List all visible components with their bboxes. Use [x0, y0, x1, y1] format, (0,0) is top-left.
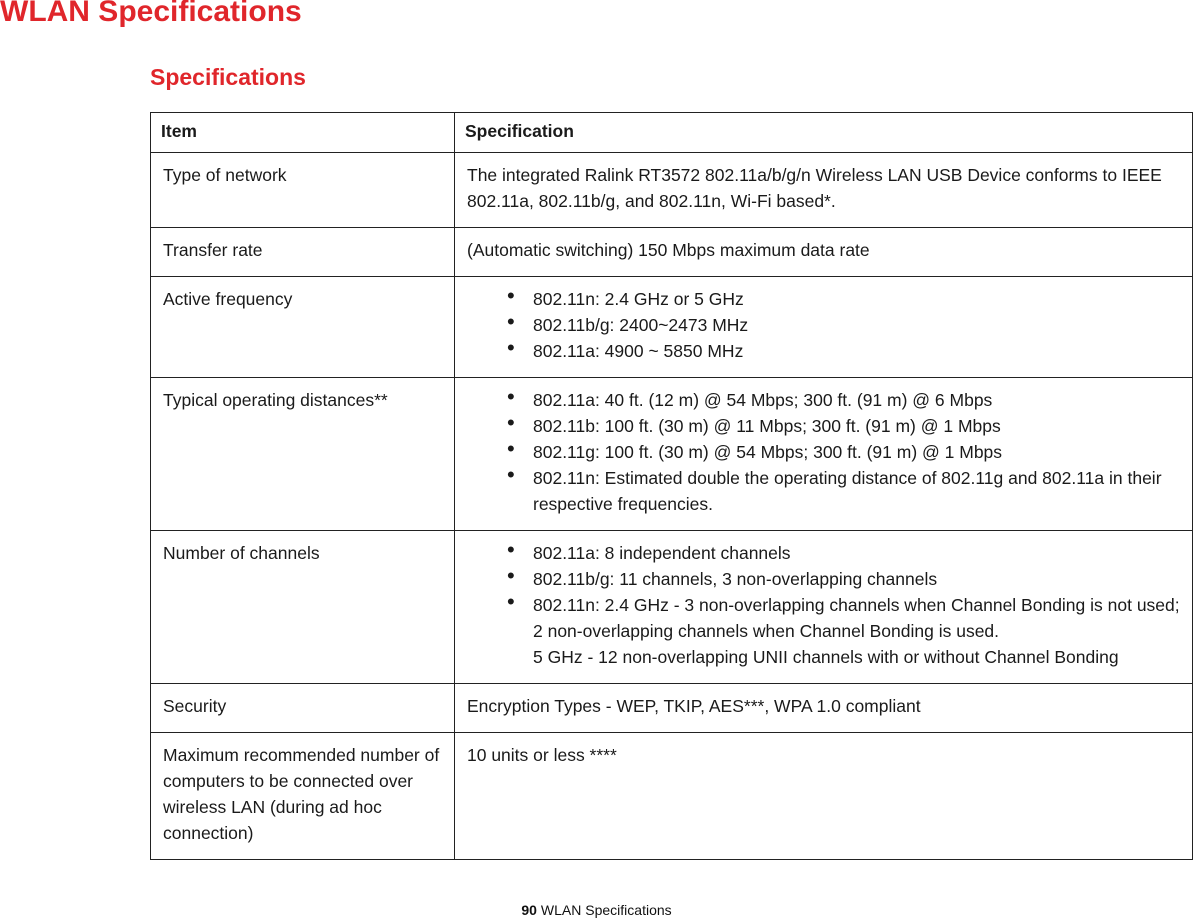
bullet-list	[467, 540, 1180, 670]
item-type-of-network: Type of network	[151, 153, 455, 228]
section-title: Specifications	[150, 64, 306, 90]
spec-operating-distances	[455, 378, 1193, 531]
table-row	[151, 531, 1193, 684]
page-title: WLAN Specifications	[0, 0, 302, 28]
list-item: • 802.11b/g: 11 channels, 3 non-overlapping channels	[467, 566, 1180, 592]
bullet-text: • 802.11n: 2.4 GHz - 3 non-overlapping channels when Channel Bonding is not used; 2 non-overlapping channels when Channel Bonding is used.	[533, 595, 1180, 641]
page-number: 90	[521, 902, 537, 918]
bullet-continuation: 5 GHz - 12 non-overlapping UNII channels with or without Channel Bonding	[533, 647, 1119, 667]
list-item: • 802.11b/g: 2400~2473 MHz	[467, 312, 1180, 338]
item-security: Security	[151, 684, 455, 733]
table-row	[151, 684, 1193, 733]
table-row	[151, 733, 1193, 860]
bullet-list	[467, 387, 1180, 517]
spec-transfer-rate: (Automatic switching) 150 Mbps maximum data rate	[455, 228, 1193, 277]
list-item: • 802.11b: 100 ft. (30 m) @ 11 Mbps; 300 ft. (91 m) @ 1 Mbps	[467, 413, 1180, 439]
table-header-row	[151, 113, 1193, 153]
list-item: • 802.11n: Estimated double the operating distance of 802.11g and 802.11a in their respective frequencies.	[467, 465, 1180, 517]
list-item: • 802.11a: 4900 ~ 5850 MHz	[467, 338, 1180, 364]
table-row	[151, 378, 1193, 531]
table-row	[151, 228, 1193, 277]
list-item	[467, 592, 1180, 670]
specifications-table	[150, 112, 1193, 860]
item-max-computers: Maximum recommended number of computers to be connected over wireless LAN (during ad hoc connection)	[151, 733, 455, 860]
header-specification: Specification	[455, 113, 1193, 153]
footer-label: WLAN Specifications	[540, 902, 672, 918]
list-item: • 802.11g: 100 ft. (30 m) @ 54 Mbps; 300 ft. (91 m) @ 1 Mbps	[467, 439, 1180, 465]
table-row	[151, 153, 1193, 228]
list-item: • 802.11a: 40 ft. (12 m) @ 54 Mbps; 300 ft. (91 m) @ 6 Mbps	[467, 387, 1180, 413]
spec-security: Encryption Types - WEP, TKIP, AES***, WPA 1.0 compliant	[455, 684, 1193, 733]
spec-number-of-channels	[455, 531, 1193, 684]
item-transfer-rate: Transfer rate	[151, 228, 455, 277]
spec-type-of-network: The integrated Ralink RT3572 802.11a/b/g/n Wireless LAN USB Device conforms to IEEE 802.11a, 802.11b/g, and 802.11n, Wi-Fi based*.	[455, 153, 1193, 228]
page-footer	[0, 902, 1193, 918]
spec-active-frequency	[455, 277, 1193, 378]
header-item: Item	[151, 113, 455, 153]
bullet-list	[467, 286, 1180, 364]
list-item: • 802.11n: 2.4 GHz or 5 GHz	[467, 286, 1180, 312]
spec-max-computers: 10 units or less ****	[455, 733, 1193, 860]
item-active-frequency: Active frequency	[151, 277, 455, 378]
table-row	[151, 277, 1193, 378]
list-item: • 802.11a: 8 independent channels	[467, 540, 1180, 566]
item-operating-distances: Typical operating distances**	[151, 378, 455, 531]
item-number-of-channels: Number of channels	[151, 531, 455, 684]
